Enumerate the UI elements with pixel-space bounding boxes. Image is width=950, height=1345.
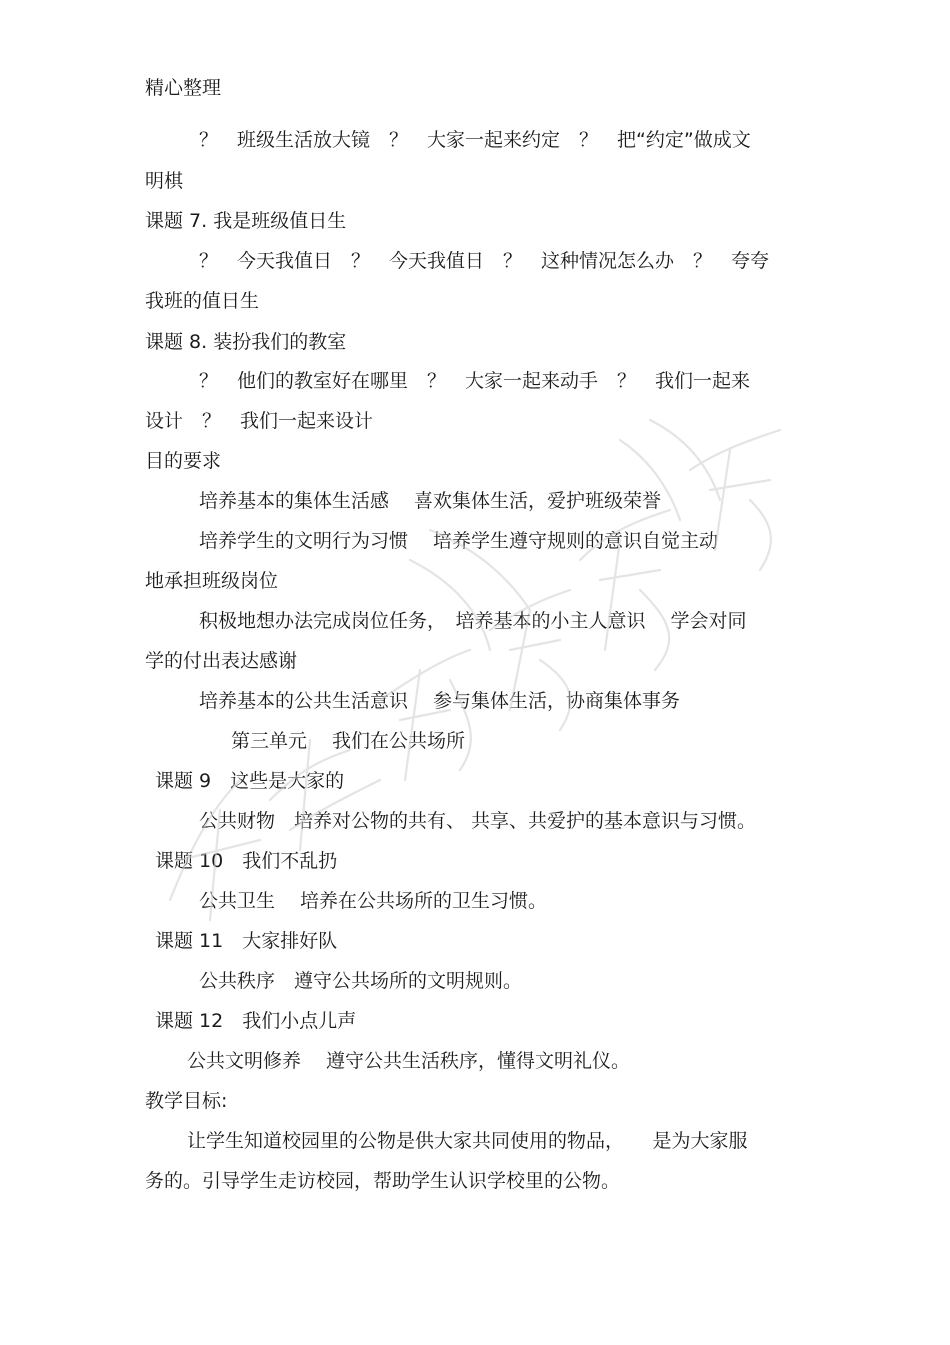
text-line: 公共财物 培养对公物的共有、 共享、共爱护的基本意识与习惯。: [199, 810, 757, 832]
section-heading: 教学目标:: [145, 1090, 228, 1112]
text-line: ？ 今天我值日 ？ 今天我值日 ？ 这种情况怎么办 ？ 夸夸: [199, 250, 770, 272]
text-line: ？ 他们的教室好在哪里 ？ 大家一起来动手 ？ 我们一起来: [199, 370, 751, 392]
text-line: 公共秩序 遵守公共场所的文明规则。: [199, 970, 523, 992]
lesson-title: 课题 12 我们小点儿声: [155, 1010, 357, 1032]
text-line: 培养基本的集体生活感 喜欢集体生活，爱护班级荣誉: [199, 490, 662, 512]
text-line: 公共卫生 培养在公共场所的卫生习惯。: [199, 890, 548, 912]
lesson-title: 课题 8. 装扮我们的教室: [145, 331, 347, 353]
lesson-title: 课题 10 我们不乱扔: [155, 850, 338, 872]
text-line: 积极地想办法完成岗位任务， 培养基本的小主人意识 学会对同: [199, 610, 747, 632]
text-line: 培养基本的公共生活意识 参与集体生活，协商集体事务: [199, 690, 681, 712]
text-line: 地承担班级岗位: [145, 570, 279, 592]
text-line: 务的。引导学生走访校园，帮助学生认识学校里的公物。: [145, 1170, 621, 1192]
text-line: 公共文明修养 遵守公共生活秩序，懂得文明礼仪。: [187, 1050, 631, 1072]
text-line: 学的付出表达感谢: [145, 650, 298, 672]
text-line: 明棋: [145, 170, 184, 192]
page-header: 精心整理: [145, 77, 222, 99]
lesson-title: 课题 11 大家排好队: [155, 930, 338, 952]
text-line: 我班的值日生: [145, 290, 260, 312]
text-line: 设计 ？ 我们一起来设计: [145, 410, 374, 432]
section-heading: 目的要求: [145, 450, 222, 472]
text-line: ？ 班级生活放大镜 ？ 大家一起来约定 ？ 把“约定”做成文: [199, 129, 751, 151]
unit-heading: 第三单元 我们在公共场所: [231, 730, 466, 752]
lesson-title: 课题 9 这些是大家的: [155, 770, 345, 792]
text-line: 培养学生的文明行为习惯 培养学生遵守规则的意识自觉主动: [199, 530, 719, 552]
text-line: 让学生知道校园里的公物是供大家共同使用的物品， 是为大家服: [187, 1130, 748, 1152]
lesson-title: 课题 7. 我是班级值日生: [145, 210, 347, 232]
